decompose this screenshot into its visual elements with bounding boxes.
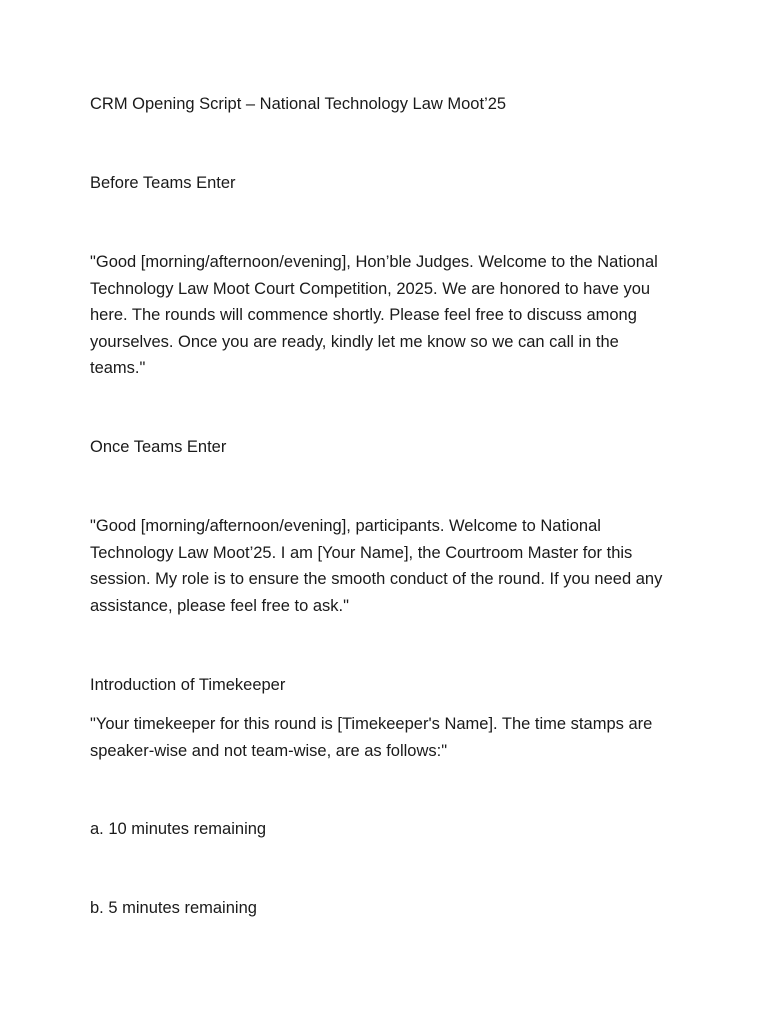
section-heading-once-teams-enter: Once Teams Enter <box>90 438 227 456</box>
paragraph-before-teams-enter <box>90 249 690 382</box>
paragraph-line: Technology Law Moot’25. I am [Your Name], the Courtroom Master for this <box>90 543 633 562</box>
paragraph-line: speaker-wise and not team-wise, are as follows:" <box>90 741 448 760</box>
paragraph-line: Technology Law Moot Court Competition, 2025. We are honored to have you <box>90 279 651 298</box>
paragraph-once-teams-enter <box>90 513 690 619</box>
list-item-5-minutes: b. 5 minutes remaining <box>90 899 257 917</box>
paragraph-line: assistance, please feel free to ask." <box>90 596 349 615</box>
paragraph-line: here. The rounds will commence shortly. Please feel free to discuss among <box>90 306 637 324</box>
paragraph-timekeeper <box>90 711 690 764</box>
paragraph-line: yourselves. Once you are ready, kindly let me know so we can call in the <box>90 332 619 351</box>
paragraph-line: "Good [morning/afternoon/evening], participants. Welcome to National <box>90 517 601 535</box>
paragraph-line: session. My role is to ensure the smooth conduct of the round. If you need any <box>90 570 663 588</box>
paragraph-line: "Your timekeeper for this round is [Timekeeper's Name]. The time stamps are <box>90 715 653 733</box>
paragraph-line: "Good [morning/afternoon/evening], Hon’ble Judges. Welcome to the National <box>90 253 658 271</box>
list-item-10-minutes: a. 10 minutes remaining <box>90 820 267 838</box>
section-heading-timekeeper: Introduction of Timekeeper <box>90 676 286 694</box>
document-title: CRM Opening Script – National Technology Law Moot’25 <box>90 95 507 113</box>
paragraph-line: teams." <box>90 359 146 377</box>
section-heading-before-teams-enter: Before Teams Enter <box>90 174 236 192</box>
